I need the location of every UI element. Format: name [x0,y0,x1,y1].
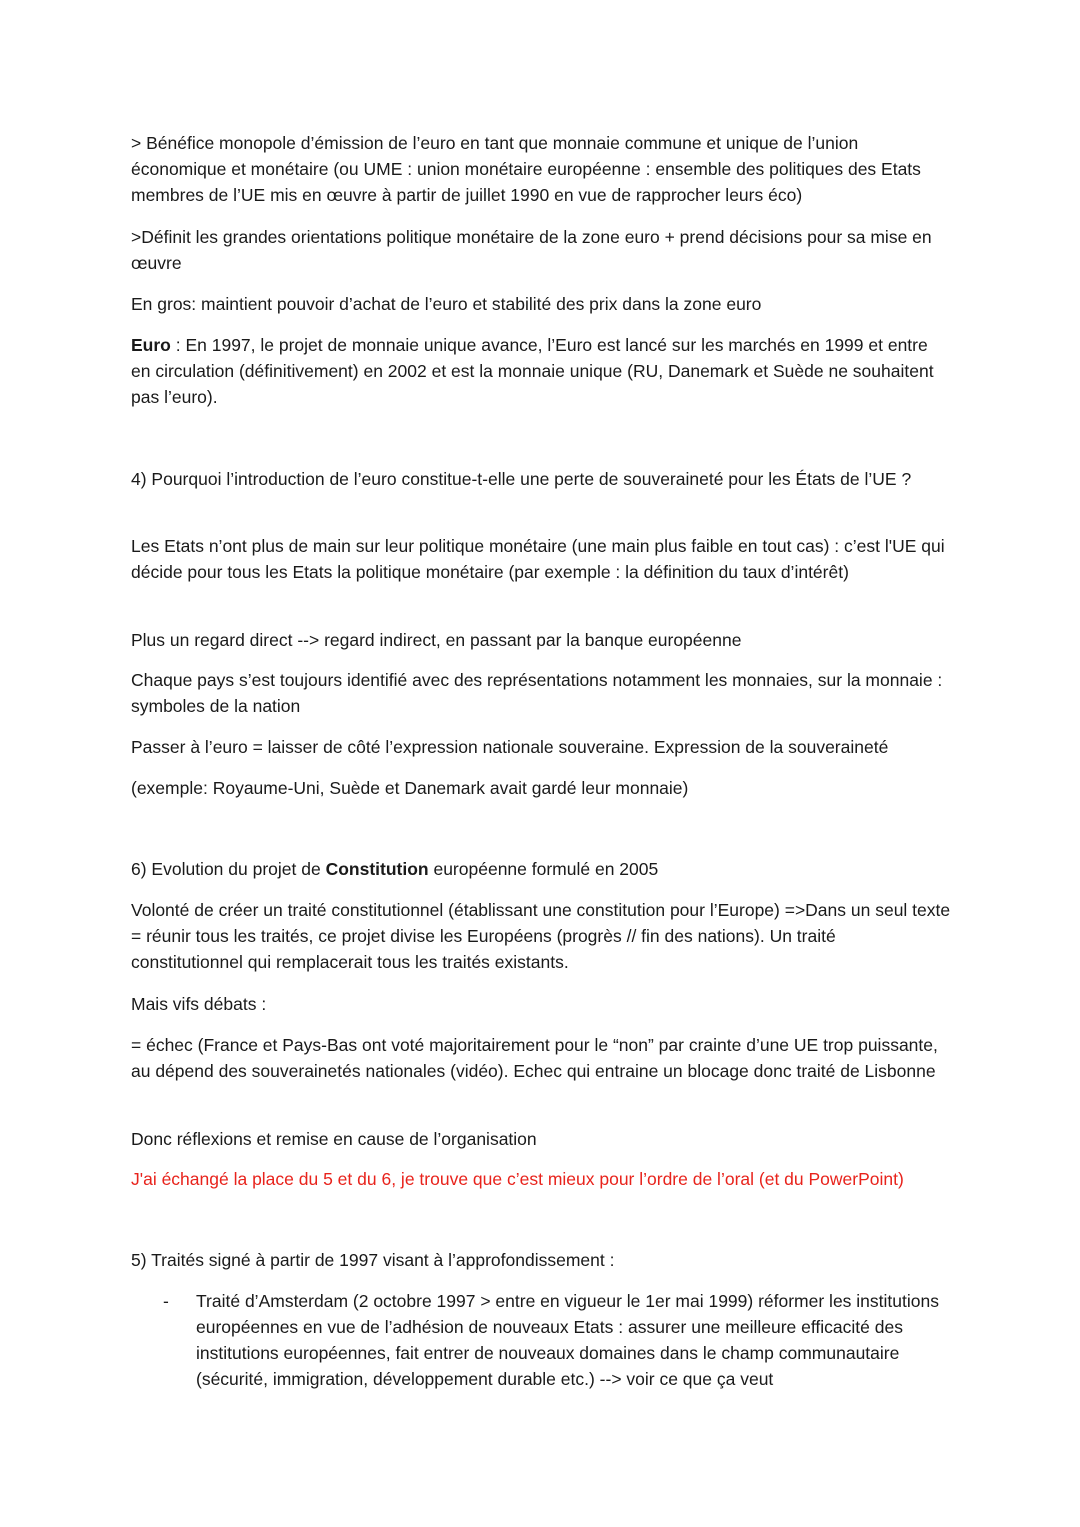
q4-answer-monetary-policy: Les Etats n’ont plus de main sur leur politique monétaire (une main plus faible en tout cas) : c’est l'UE qui décide pour tous les Etats la politique monétaire (par exemple : la définition du taux d’intérêt) [131,536,945,582]
list-bullet-marker: - [163,1291,169,1311]
euro-term: Euro [131,335,171,355]
red-note: J'ai échangé la place du 5 et du 6, je trouve que c’est mieux pour l’ordre de l’oral (et du PowerPoint) [131,1169,904,1189]
bce-orientations-paragraph: >Définit les grandes orientations politique monétaire de la zone euro + prend décisions pour sa mise en œuvre [131,227,932,273]
q4-answer-example: (exemple: Royaume-Uni, Suède et Danemark avait gardé leur monnaie) [131,778,689,798]
q6-answer-reflection: Donc réflexions et remise en cause de l’organisation [131,1129,537,1149]
bce-summary-paragraph: En gros: maintient pouvoir d’achat de l’euro et stabilité des prix dans la zone euro [131,294,762,314]
constitution-term: Constitution [325,859,429,879]
q4-answer-regard: Plus un regard direct --> regard indirect, en passant par la banque européenne [131,630,742,650]
q4-answer-expression: Passer à l’euro = laisser de côté l’expression nationale souveraine. Expression de la souveraineté [131,737,889,757]
question-4-heading: 4) Pourquoi l’introduction de l’euro constitue-t-elle une perte de souveraineté pour les États de l’UE ? [131,469,912,489]
question-6-heading: 6) Evolution du projet de Constitution européenne formulé en 2005 [131,859,659,879]
q6-answer-debates: Mais vifs débats : [131,994,267,1014]
q4-answer-symbols: Chaque pays s’est toujours identifié avec des représentations notamment les monnaies, sur la monnaie : symboles de la nation [131,670,943,716]
list-item-amsterdam: Traité d’Amsterdam (2 octobre 1997 > entre en vigueur le 1er mai 1999) réformer les institutions européennes en vue de l’adhésion de nouveaux Etats : assurer une meilleure efficacité des institutions européennes, fait entrer de nouveaux domaines dans le champ communautaire (sécurité, immigration, développement durable etc.) --> voir ce que ça veut [196,1291,939,1389]
q6-answer-failure: = échec (France et Pays-Bas ont voté majoritairement pour le “non” par crainte d’une UE trop puissante, au dépend des souverainetés nationales (vidéo). Echec qui entraine un blocage donc traité de Lisbonne [131,1035,938,1081]
bce-monopole-paragraph: > Bénéfice monopole d’émission de l’euro en tant que monnaie commune et unique de l’union économique et monétaire (ou UME : union monétaire européenne : ensemble des politiques des Etats membres de l’UE mis en œuvre à partir de juillet 1990 en vue de rapprocher leurs éco) [131,133,921,205]
q6-answer-treaty: Volonté de créer un traité constitutionnel (établissant une constitution pour l’Europe) =>Dans un seul texte = réunir tous les traités, ce projet divise les Européens (progrès // fin des nations). Un traité constitutionnel qui remplacerait tous les traités existants. [131,900,951,972]
euro-description: : En 1997, le projet de monnaie unique avance, l’Euro est lancé sur les marchés en 1999 et entre en circulation (définitivement) en 2002 et est la monnaie unique (RU, Danemark et Suède ne souhaitent pas l’euro). [131,335,934,407]
euro-paragraph [131,332,951,410]
question-5-heading: 5) Traités signé à partir de 1997 visant à l’approfondissement : [131,1250,615,1270]
